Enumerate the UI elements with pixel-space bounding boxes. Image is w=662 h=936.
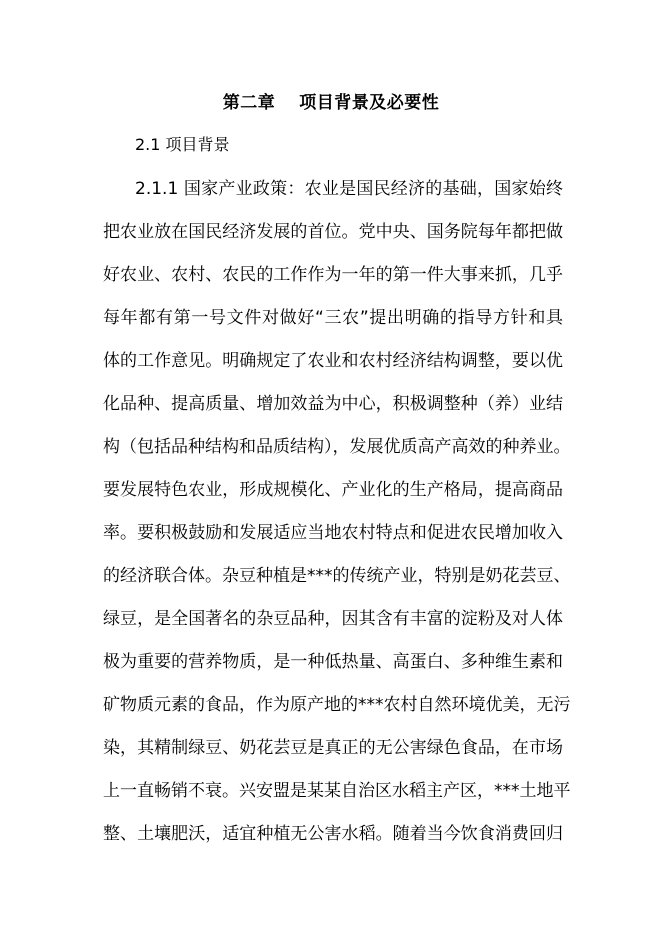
paragraph-line: 率。要积极鼓励和发展适应当地农村特点和促进农民增加收入 (103, 523, 563, 543)
paragraph-line: 上一直畅销不衰。兴安盟是某某自治区水稻主产区，***土地平 (103, 781, 571, 801)
section-heading: 2.1 项目背景 (135, 135, 230, 154)
paragraph-line: 2.1.1 国家产业政策：农业是国民经济的基础，国家始终 (135, 179, 563, 199)
paragraph-line: 矿物质元素的食品，作为原产地的***农村自然环境优美，无污 (103, 695, 571, 715)
paragraph-line: 整、土壤肥沃，适宜种植无公害水稻。随着当今饮食消费回归 (103, 824, 563, 844)
paragraph-line: 极为重要的营养物质，是一种低热量、高蛋白、多种维生素和 (103, 652, 563, 672)
paragraph-line: 构（包括品种结构和品质结构），发展优质高产高效的种养业。 (103, 437, 571, 457)
paragraph-line: 的经济联合体。杂豆种植是***的传统产业，特别是奶花芸豆、 (103, 566, 571, 586)
paragraph-line: 把农业放在国民经济发展的首位。党中央、国务院每年都把做 (103, 222, 563, 242)
paragraph-line: 化品种、提高质量、增加效益为中心，积极调整种（养）业结 (103, 394, 563, 414)
paragraph-line: 体的工作意见。明确规定了农业和农村经济结构调整，要以优 (103, 351, 563, 371)
paragraph-line: 每年都有第一号文件对做好“三农”提出明确的指导方针和具 (103, 308, 563, 328)
paragraph-line: 好农业、农村、农民的工作作为一年的第一件大事来抓，几乎 (103, 265, 563, 285)
paragraph-line: 要发展特色农业，形成规模化、产业化的生产格局，提高商品 (103, 480, 563, 500)
chapter-title: 第二章 项目背景及必要性 (222, 93, 440, 113)
paragraph-line: 绿豆，是全国著名的杂豆品种，因其含有丰富的淀粉及对人体 (103, 609, 563, 629)
paragraph-line: 染，其精制绿豆、奶花芸豆是真正的无公害绿色食品，在市场 (103, 738, 563, 758)
